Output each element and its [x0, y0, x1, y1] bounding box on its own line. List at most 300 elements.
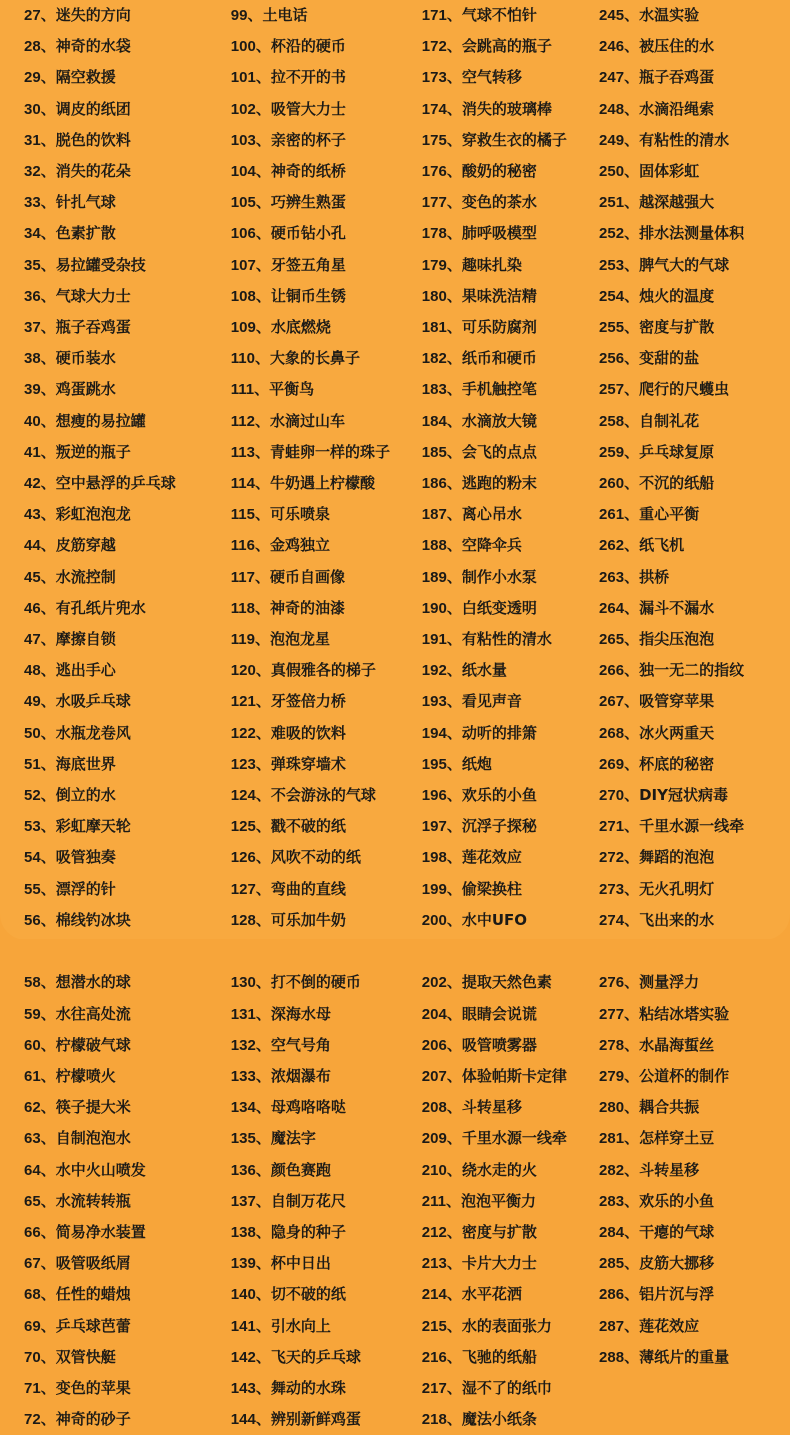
entry-number: 141 — [230, 1317, 256, 1335]
entry-number: 115 — [230, 506, 255, 524]
index-entry — [422, 1404, 589, 1435]
index-entry — [422, 999, 589, 1030]
entry-number: 177 — [421, 194, 447, 212]
index-entry — [231, 187, 414, 218]
entry-number: 217 — [421, 1379, 447, 1397]
index-entry — [422, 624, 589, 655]
entry-number: 49 — [24, 693, 41, 711]
entry-title: 水的表面张力 — [461, 1316, 552, 1335]
entry-title: 叛逆的瓶子 — [55, 442, 131, 461]
entry-title: 水流转转瓶 — [55, 1191, 131, 1210]
entry-separator: 、 — [624, 474, 640, 493]
entry-number: 193 — [421, 693, 447, 711]
index-entry — [599, 94, 784, 125]
index-entry — [24, 1155, 221, 1186]
entry-number: 197 — [421, 818, 447, 836]
entry-title: 有粘性的清水 — [639, 130, 730, 149]
entry-title: 硬币钻小孔 — [270, 224, 346, 243]
entry-number: 106 — [230, 225, 256, 243]
entry-separator: 、 — [624, 567, 640, 586]
entry-title: 泡泡平衡力 — [461, 1191, 537, 1210]
entry-title: 公道杯的制作 — [639, 1066, 730, 1085]
entry-separator: 、 — [255, 193, 271, 212]
index-entry — [599, 1092, 784, 1123]
index-entry — [231, 999, 414, 1030]
entry-number: 251 — [599, 194, 625, 212]
entry-separator: 、 — [624, 848, 640, 867]
entry-separator: 、 — [40, 474, 56, 493]
entry-separator: 、 — [446, 598, 462, 617]
index-entry — [599, 562, 784, 593]
index-entry — [599, 1186, 784, 1217]
entry-number: 39 — [24, 381, 41, 399]
entry-separator: 、 — [40, 505, 56, 524]
entry-separator: 、 — [40, 661, 56, 680]
entry-title: 杯底的秘密 — [639, 754, 715, 773]
entry-title: 引水向上 — [270, 1316, 331, 1335]
entry-separator: 、 — [40, 598, 56, 617]
index-entry — [599, 468, 784, 499]
entry-number: 120 — [230, 662, 256, 680]
entry-title: 酸奶的秘密 — [461, 162, 537, 181]
entry-title: 双管快艇 — [55, 1347, 116, 1366]
entry-number: 260 — [599, 475, 625, 493]
index-entry — [24, 874, 221, 905]
entry-separator: 、 — [40, 130, 56, 149]
entry-title: 隐身的种子 — [270, 1222, 346, 1241]
index-entry — [422, 1217, 589, 1248]
index-entry — [24, 281, 221, 312]
entry-number: 215 — [421, 1317, 447, 1335]
entry-separator: 、 — [624, 505, 640, 524]
entry-separator: 、 — [40, 1129, 56, 1148]
bottom-strip — [0, 939, 790, 963]
entry-number: 111 — [230, 381, 255, 399]
entry-title: 白纸变透明 — [461, 598, 537, 617]
entry-title: 吸管大力士 — [270, 99, 346, 118]
entry-separator: 、 — [446, 630, 462, 649]
index-entry — [231, 406, 414, 437]
entry-title: 瓶子吞鸡蛋 — [55, 318, 131, 337]
entry-number: 58 — [24, 974, 41, 992]
entry-number: 283 — [599, 1192, 625, 1210]
entry-title: 斗转星移 — [639, 1160, 700, 1179]
entry-title: 吸管穿苹果 — [639, 692, 715, 711]
entry-title: 干瘪的气球 — [639, 1222, 715, 1241]
index-entry — [599, 499, 784, 530]
entry-separator: 、 — [446, 1410, 462, 1429]
index-entry — [24, 0, 221, 31]
entry-separator: 、 — [446, 380, 462, 399]
entry-number: 65 — [24, 1192, 41, 1210]
entry-number: 171 — [421, 7, 447, 24]
index-entry — [24, 686, 221, 717]
entry-separator: 、 — [40, 1410, 56, 1429]
entry-title: 趣味扎染 — [461, 255, 522, 274]
entry-title: 烛火的温度 — [639, 286, 715, 305]
entry-title: 乒乓球芭蕾 — [55, 1316, 131, 1335]
entry-number: 34 — [24, 225, 41, 243]
entry-title: 卡片大力士 — [461, 1254, 537, 1273]
entry-separator: 、 — [446, 255, 462, 274]
entry-number: 127 — [230, 880, 256, 898]
entry-title: 逃跑的粉末 — [461, 474, 537, 493]
entry-number: 135 — [230, 1130, 256, 1148]
entry-title: 棉线钓冰块 — [55, 910, 131, 929]
entry-number: 277 — [599, 1005, 625, 1023]
entry-number: 54 — [24, 849, 41, 867]
entry-number: 173 — [421, 69, 447, 87]
index-entry — [24, 437, 221, 468]
entry-number: 108 — [230, 287, 256, 305]
entry-title: 纸炮 — [461, 754, 492, 773]
index-entry — [231, 156, 414, 187]
index-entry — [599, 718, 784, 749]
index-entry — [24, 1279, 221, 1310]
entry-title: 鸡蛋跳水 — [55, 380, 116, 399]
entry-title: 迷失的方向 — [55, 6, 131, 24]
entry-number: 137 — [230, 1192, 256, 1210]
index-entry — [599, 655, 784, 686]
entry-number: 280 — [599, 1099, 625, 1117]
entry-separator: 、 — [255, 255, 271, 274]
entry-separator: 、 — [624, 286, 640, 305]
entry-title: 魔法小纸条 — [461, 1410, 537, 1429]
entry-separator: 、 — [624, 6, 640, 24]
entry-title: 皮筋大挪移 — [639, 1254, 715, 1273]
entry-separator: 、 — [624, 910, 640, 929]
index-entry — [231, 468, 414, 499]
entry-number: 124 — [230, 787, 256, 805]
index-entry — [422, 811, 589, 842]
index-entry — [422, 842, 589, 873]
index-entry — [24, 749, 221, 780]
entry-separator: 、 — [446, 973, 462, 992]
entry-separator: 、 — [255, 1035, 271, 1054]
entry-title: 密度与扩散 — [639, 318, 715, 337]
entry-separator: 、 — [624, 349, 640, 368]
entry-title: 排水法测量体积 — [639, 224, 745, 243]
entry-number: 35 — [24, 256, 41, 274]
entry-title: 消失的花朵 — [55, 162, 131, 181]
entry-title: 测量浮力 — [639, 973, 700, 992]
index-entry — [599, 811, 784, 842]
entry-separator: 、 — [40, 754, 56, 773]
index-entry — [231, 499, 414, 530]
index-entry — [231, 437, 414, 468]
entry-title: 硬币自画像 — [270, 567, 346, 586]
index-column-4 — [589, 0, 784, 1366]
entry-number: 214 — [421, 1286, 447, 1304]
entry-number: 180 — [421, 287, 447, 305]
entry-separator: 、 — [624, 68, 640, 87]
entry-number: 63 — [24, 1130, 41, 1148]
entry-title: 欢乐的小鱼 — [639, 1191, 715, 1210]
entry-separator: 、 — [624, 318, 640, 337]
entry-separator: 、 — [255, 1004, 271, 1023]
entry-number: 182 — [421, 350, 447, 368]
index-entry — [231, 624, 414, 655]
entry-title: 制作小水泵 — [461, 567, 537, 586]
entry-title: 会飞的点点 — [461, 442, 537, 461]
index-entry — [24, 156, 221, 187]
index-entry — [231, 1030, 414, 1061]
entry-title: 倒立的水 — [55, 786, 116, 805]
entry-title: 脾气大的气球 — [639, 255, 730, 274]
entry-title: 颜色赛跑 — [270, 1160, 331, 1179]
entry-number: 264 — [599, 599, 625, 617]
entry-separator: 、 — [624, 411, 640, 430]
entry-number: 99 — [230, 7, 248, 24]
index-entry — [599, 31, 784, 62]
entry-separator: 、 — [446, 1129, 462, 1148]
entry-number: 60 — [24, 1036, 41, 1054]
index-entry — [231, 718, 414, 749]
entry-title: 神奇的水袋 — [55, 37, 131, 56]
entry-number: 256 — [599, 350, 625, 368]
entry-number: 52 — [24, 787, 41, 805]
index-entry — [24, 125, 221, 156]
entry-number: 210 — [421, 1161, 447, 1179]
entry-separator: 、 — [624, 1066, 640, 1085]
index-entry — [422, 250, 589, 281]
entry-separator: 、 — [40, 536, 56, 555]
entry-title: 消失的玻璃棒 — [461, 99, 552, 118]
entry-separator: 、 — [446, 1316, 462, 1335]
entry-title: 筷子提大米 — [55, 1098, 131, 1117]
entry-title: 提取天然色素 — [461, 973, 552, 992]
entry-separator: 、 — [40, 1316, 56, 1335]
entry-number: 41 — [24, 443, 41, 461]
entry-separator: 、 — [255, 973, 271, 992]
entry-number: 33 — [24, 194, 41, 212]
entry-title: 拱桥 — [639, 567, 670, 586]
entry-number: 273 — [599, 880, 625, 898]
index-entry — [422, 1279, 589, 1310]
entry-title: 弯曲的直线 — [270, 879, 346, 898]
entry-number: 191 — [421, 631, 447, 649]
entry-title: 任性的蜡烛 — [55, 1285, 131, 1304]
entry-number: 192 — [421, 662, 447, 680]
entry-number: 45 — [24, 568, 41, 586]
index-entry — [422, 125, 589, 156]
index-entry — [599, 749, 784, 780]
entry-separator: 、 — [624, 255, 640, 274]
entry-separator: 、 — [255, 754, 271, 773]
entry-title: 大象的长鼻子 — [270, 349, 361, 368]
entry-number: 61 — [24, 1067, 41, 1085]
index-entry — [599, 250, 784, 281]
entry-title: 水流控制 — [55, 567, 116, 586]
index-entry — [24, 530, 221, 561]
entry-number: 118 — [230, 599, 255, 617]
index-entry — [231, 1279, 414, 1310]
entry-title: 摩擦自锁 — [55, 630, 116, 649]
entry-title: DIY冠状病毒 — [639, 786, 728, 805]
entry-separator: 、 — [255, 286, 271, 305]
entry-separator: 、 — [446, 1066, 462, 1085]
entry-title: 纸水量 — [461, 661, 507, 680]
entry-separator: 、 — [255, 1129, 271, 1148]
entry-number: 55 — [24, 880, 41, 898]
entry-separator: 、 — [255, 37, 271, 56]
entry-number: 102 — [230, 100, 256, 118]
entry-separator: 、 — [446, 37, 462, 56]
index-entry — [422, 593, 589, 624]
entry-number: 56 — [24, 911, 41, 929]
entry-separator: 、 — [40, 1285, 56, 1304]
index-entry — [599, 905, 784, 936]
index-entry — [599, 842, 784, 873]
entry-number: 183 — [421, 381, 447, 399]
entry-number: 259 — [599, 443, 625, 461]
entry-separator: 、 — [40, 1160, 56, 1179]
index-entry — [24, 1342, 221, 1373]
entry-separator: 、 — [446, 6, 462, 24]
entry-separator: 、 — [254, 630, 270, 649]
entry-title: 离心吊水 — [461, 505, 522, 524]
entry-number: 44 — [24, 537, 41, 555]
entry-separator: 、 — [255, 162, 271, 181]
index-entry — [422, 655, 589, 686]
entry-separator: 、 — [40, 380, 56, 399]
entry-number: 263 — [599, 568, 625, 586]
entry-title: 水瓶龙卷风 — [55, 723, 131, 742]
entry-title: 水中火山喷发 — [55, 1160, 146, 1179]
entry-title: 让铜币生锈 — [270, 286, 346, 305]
index-column-2 — [221, 0, 414, 1429]
index-entry — [231, 1342, 414, 1373]
index-entry — [231, 967, 414, 998]
entry-number: 276 — [599, 974, 625, 992]
entry-separator: 、 — [254, 505, 270, 524]
entry-title: 欢乐的小鱼 — [461, 786, 537, 805]
entry-title: 亲密的杯子 — [270, 130, 346, 149]
entry-separator: 、 — [446, 692, 462, 711]
entry-separator: 、 — [255, 848, 271, 867]
entry-number: 64 — [24, 1161, 41, 1179]
entry-title: 眼睛会说谎 — [461, 1004, 537, 1023]
entry-title: 打不倒的硬币 — [270, 973, 361, 992]
entry-title: 调皮的纸团 — [55, 99, 131, 118]
entry-title: 彩虹泡泡龙 — [55, 505, 131, 524]
entry-separator: 、 — [624, 380, 640, 399]
entry-title: 飞出来的水 — [639, 910, 715, 929]
index-entry — [599, 530, 784, 561]
entry-title: 巧辨生熟蛋 — [270, 193, 346, 212]
entry-title: 硬币装水 — [55, 349, 116, 368]
entry-title: 水滴放大镜 — [461, 411, 537, 430]
entry-title: 吸管喷雾器 — [461, 1035, 537, 1054]
entry-title: 想潜水的球 — [55, 973, 131, 992]
entry-title: 神奇的砂子 — [55, 1410, 131, 1429]
entry-separator: 、 — [624, 1254, 640, 1273]
entry-number: 246 — [599, 38, 625, 56]
entry-title: 体验帕斯卡定律 — [461, 1066, 567, 1085]
entry-number: 279 — [599, 1067, 625, 1085]
index-entry — [422, 406, 589, 437]
entry-separator: 、 — [255, 130, 271, 149]
index-entry — [231, 562, 414, 593]
entry-number: 268 — [599, 724, 625, 742]
entry-separator: 、 — [446, 817, 462, 836]
entry-separator: 、 — [255, 68, 271, 87]
index-entry — [599, 156, 784, 187]
entry-title: 吸管吸纸屑 — [55, 1254, 131, 1273]
entry-title: 无火孔明灯 — [639, 879, 715, 898]
entry-number: 104 — [230, 163, 256, 181]
entry-separator: 、 — [446, 411, 462, 430]
entry-number: 43 — [24, 506, 41, 524]
entry-title: 穿救生衣的橘子 — [461, 130, 567, 149]
entry-title: 不沉的纸船 — [639, 474, 715, 493]
entry-number: 202 — [421, 974, 447, 992]
entry-title: 自制礼花 — [639, 411, 700, 430]
entry-number: 261 — [599, 506, 625, 524]
entry-number: 185 — [421, 443, 447, 461]
entry-number: 287 — [599, 1317, 625, 1335]
index-entry — [422, 499, 589, 530]
entry-separator: 、 — [446, 1160, 462, 1179]
entry-title: 乒乓球复原 — [639, 442, 715, 461]
entry-number: 27 — [24, 7, 41, 24]
index-entry — [422, 686, 589, 717]
entry-separator: 、 — [255, 1378, 271, 1397]
entry-title: 空气号角 — [270, 1035, 331, 1054]
entry-separator: 、 — [255, 1347, 271, 1366]
entry-separator: 、 — [624, 162, 640, 181]
index-entry — [422, 1342, 589, 1373]
entry-title: 有孔纸片兜水 — [55, 598, 146, 617]
entry-separator: 、 — [254, 536, 270, 555]
entry-separator: 、 — [255, 1160, 271, 1179]
entry-separator: 、 — [624, 1191, 640, 1210]
entry-title: 水底燃烧 — [270, 318, 331, 337]
entry-title: 有粘性的清水 — [461, 630, 552, 649]
entry-number: 128 — [230, 911, 256, 929]
entry-title: 想瘦的易拉罐 — [55, 411, 146, 430]
entry-number: 112 — [230, 412, 255, 430]
entry-number: 189 — [421, 568, 447, 586]
index-entry — [24, 406, 221, 437]
entry-separator: 、 — [40, 224, 56, 243]
entry-separator: 、 — [624, 1222, 640, 1241]
entry-separator: 、 — [446, 505, 462, 524]
entry-separator: 、 — [40, 442, 56, 461]
entry-separator: 、 — [40, 630, 56, 649]
entry-title: 柠檬喷火 — [55, 1066, 116, 1085]
entry-number: 204 — [421, 1005, 447, 1023]
index-entry — [231, 343, 414, 374]
index-entry — [231, 1061, 414, 1092]
index-entry — [422, 281, 589, 312]
index-entry — [231, 1186, 414, 1217]
index-entry — [231, 374, 414, 405]
index-entry — [422, 780, 589, 811]
entry-title: 铝片沉与浮 — [639, 1285, 715, 1304]
index-entry — [422, 31, 589, 62]
entry-number: 179 — [421, 256, 447, 274]
entry-title: 难吸的饮料 — [270, 723, 346, 742]
entry-separator: 、 — [446, 1222, 462, 1241]
index-entry — [599, 999, 784, 1030]
entry-title: 偷梁换柱 — [461, 879, 522, 898]
index-entry — [231, 655, 414, 686]
entry-title: 戳不破的纸 — [270, 817, 346, 836]
entry-number: 272 — [599, 849, 625, 867]
entry-number: 254 — [599, 287, 625, 305]
index-entry — [422, 530, 589, 561]
